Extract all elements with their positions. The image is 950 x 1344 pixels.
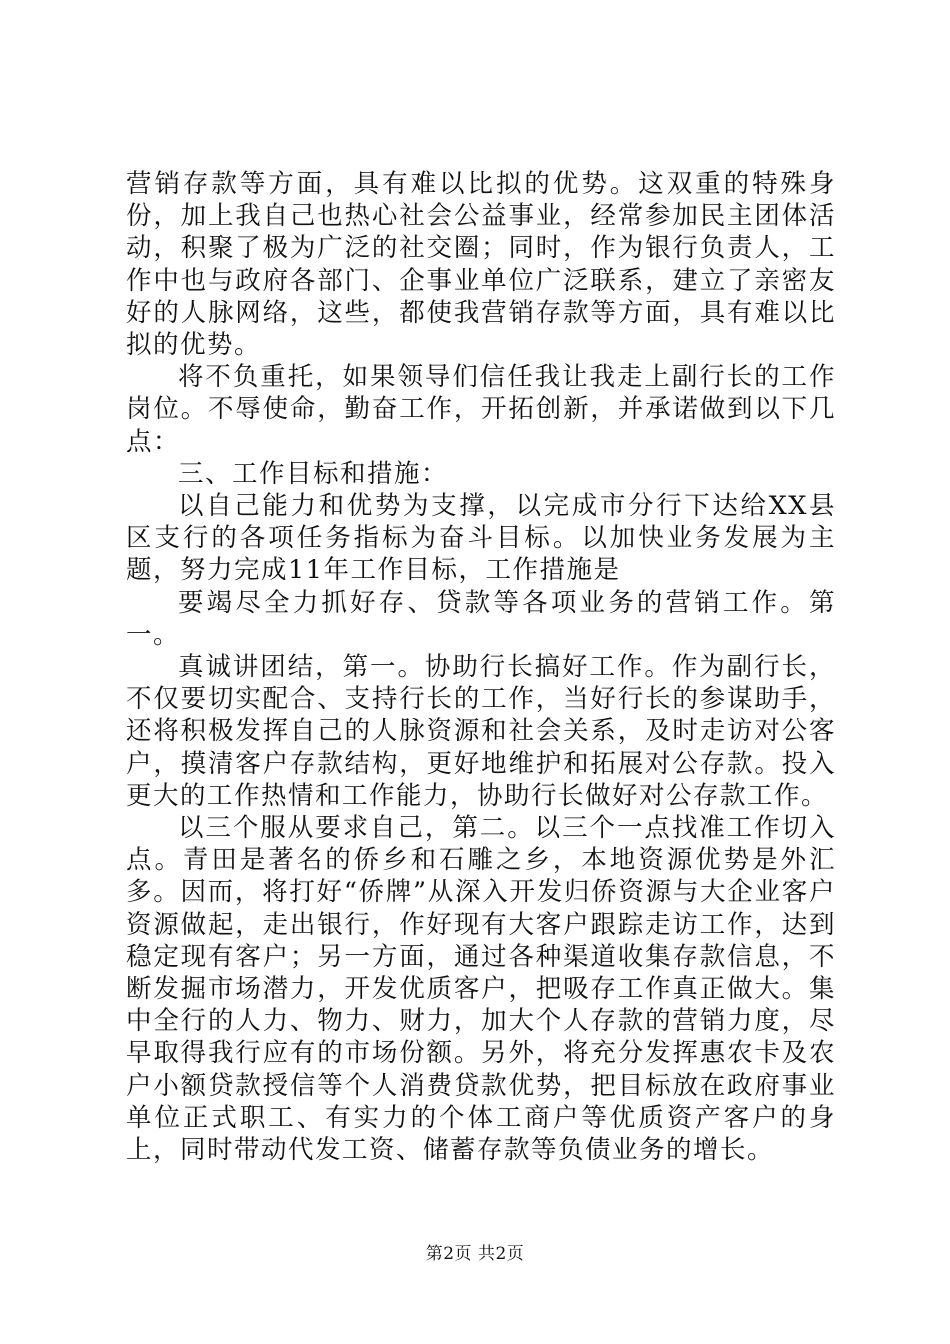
section-heading: 三、工作目标和措施： xyxy=(178,458,449,489)
document-body xyxy=(126,168,836,1166)
paragraph-5: 真诚讲团结，第一。协助行长搞好工作。作为副行长，不仅要切实配合、支持行长的工作，当好行长的参谋助手，还将积极发挥自己的人脉资源和社会关系，及时走访对公客户，摸清客户存款结构，更好地维护和拓展对公存款。投入更大的工作热情和工作能力，协助行长做好对公存款工作。 xyxy=(126,652,836,811)
paragraph-1: 营销存款等方面，具有难以比拟的优势。这双重的特殊身份，加上我自己也热心社会公益事业，经常参加民主团体活动，积聚了极为广泛的社交圈；同时，作为银行负责人，工作中也与政府各部门、企事业单位广泛联系，建立了亲密友好的人脉网络，这些，都使我营销存款等方面，具有难以比拟的优势。 xyxy=(126,169,836,361)
page-number-label: 第2页 共2页 xyxy=(425,1244,525,1264)
paragraph-2: 将不负重托，如果领导们信任我让我走上副行长的工作岗位。不辱使命，勤奋工作，开拓创新，并承诺做到以下几点： xyxy=(126,362,836,457)
page-footer xyxy=(0,1243,950,1265)
paragraph-4: 要竭尽全力抓好存、贷款等各项业务的营销工作。第一。 xyxy=(126,587,836,650)
paragraph-3: 以自己能力和优势为支撑，以完成市分行下达给XX县区支行的各项任务指标为奋斗目标。以加快业务发展为主题，努力完成11年工作目标，工作措施是 xyxy=(126,491,836,586)
paragraph-6: 以三个服从要求自己，第二。以三个一点找准工作切入点。青田是著名的侨乡和石雕之乡，本地资源优势是外汇多。因而，将打好“侨牌”从深入开发归侨资源与大企业客户资源做起，走出银行，作好现有大客户跟踪走访工作，达到稳定现有客户；另一方面，通过各种渠道收集存款信息，不断发掘市场潜力，开发优质客户，把吸存工作真正做大。集中全行的人力、物力、财力，加大个人存款的营销力度，尽早取得我行应有的市场份额。另外，将充分发挥惠农卡及农户小额贷款授信等个人消费贷款优势，把目标放在政府事业单位正式职工、有实力的个体工商户等优质资产客户的身上，同时带动代发工资、储蓄存款等负债业务的增长。 xyxy=(126,813,836,1166)
